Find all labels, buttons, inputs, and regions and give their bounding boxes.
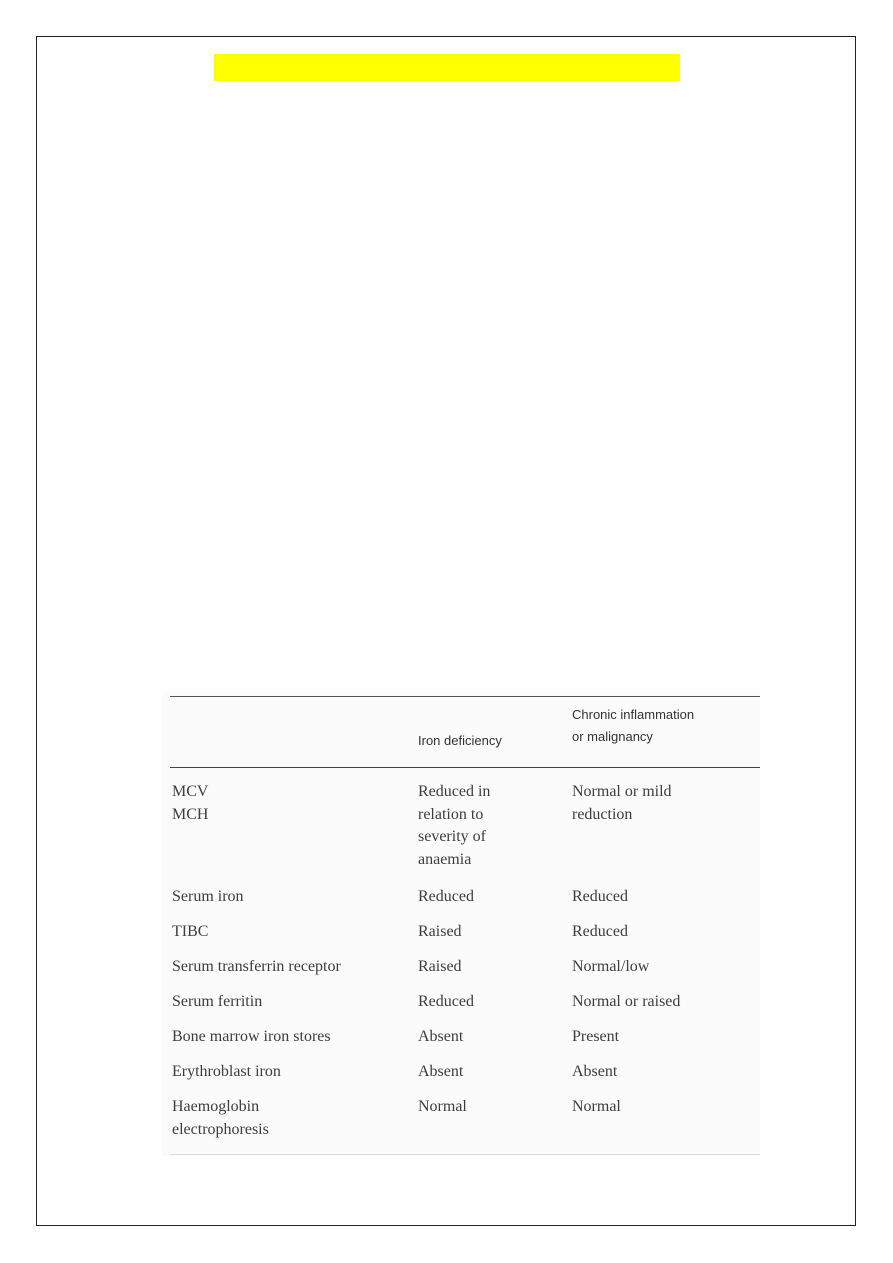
row-label-cell: Serum iron bbox=[172, 888, 244, 905]
table-cell: Absent bbox=[572, 1063, 618, 1080]
table-cell: Absent bbox=[418, 1063, 464, 1080]
row-label-cell: Serum transferrin receptor bbox=[172, 958, 341, 975]
row-label-cell: Erythroblast iron bbox=[172, 1063, 281, 1080]
table-cell: Absent bbox=[418, 1028, 464, 1045]
table-header-rule bbox=[170, 767, 760, 768]
table-cell: Reduced bbox=[418, 888, 474, 905]
table-cell: Reduced bbox=[572, 888, 628, 905]
highlighted-title-bar bbox=[214, 54, 680, 81]
row-label-cell: MCV MCH bbox=[172, 783, 209, 823]
table-cell: Normal bbox=[572, 1098, 621, 1115]
row-label-cell: Serum ferritin bbox=[172, 993, 263, 1010]
table-bottom-rule bbox=[170, 1154, 760, 1155]
table-top-rule bbox=[170, 696, 760, 697]
row-label-cell: TIBC bbox=[172, 923, 209, 940]
table-cell: Normal or mild reduction bbox=[572, 783, 672, 823]
table-cell: Normal bbox=[418, 1098, 467, 1115]
table-cell: Reduced bbox=[418, 993, 474, 1010]
row-label-cell: Haemoglobin electrophoresis bbox=[172, 1098, 269, 1138]
row-label-cell: Bone marrow iron stores bbox=[172, 1028, 331, 1045]
table-cell: Normal/low bbox=[572, 958, 650, 975]
table-cell: Raised bbox=[418, 958, 462, 975]
table-header-cell: Iron deficiency bbox=[418, 733, 502, 748]
table-cell: Present bbox=[572, 1028, 620, 1045]
table-cell: Normal or raised bbox=[572, 993, 681, 1010]
table-cell: Reduced bbox=[572, 923, 628, 940]
table-cell: Reduced in relation to severity of anaemia bbox=[418, 783, 491, 868]
table-header-cell: Chronic inflammation or malignancy bbox=[572, 707, 695, 744]
table-cell: Raised bbox=[418, 923, 462, 940]
comparison-table bbox=[162, 690, 760, 1156]
